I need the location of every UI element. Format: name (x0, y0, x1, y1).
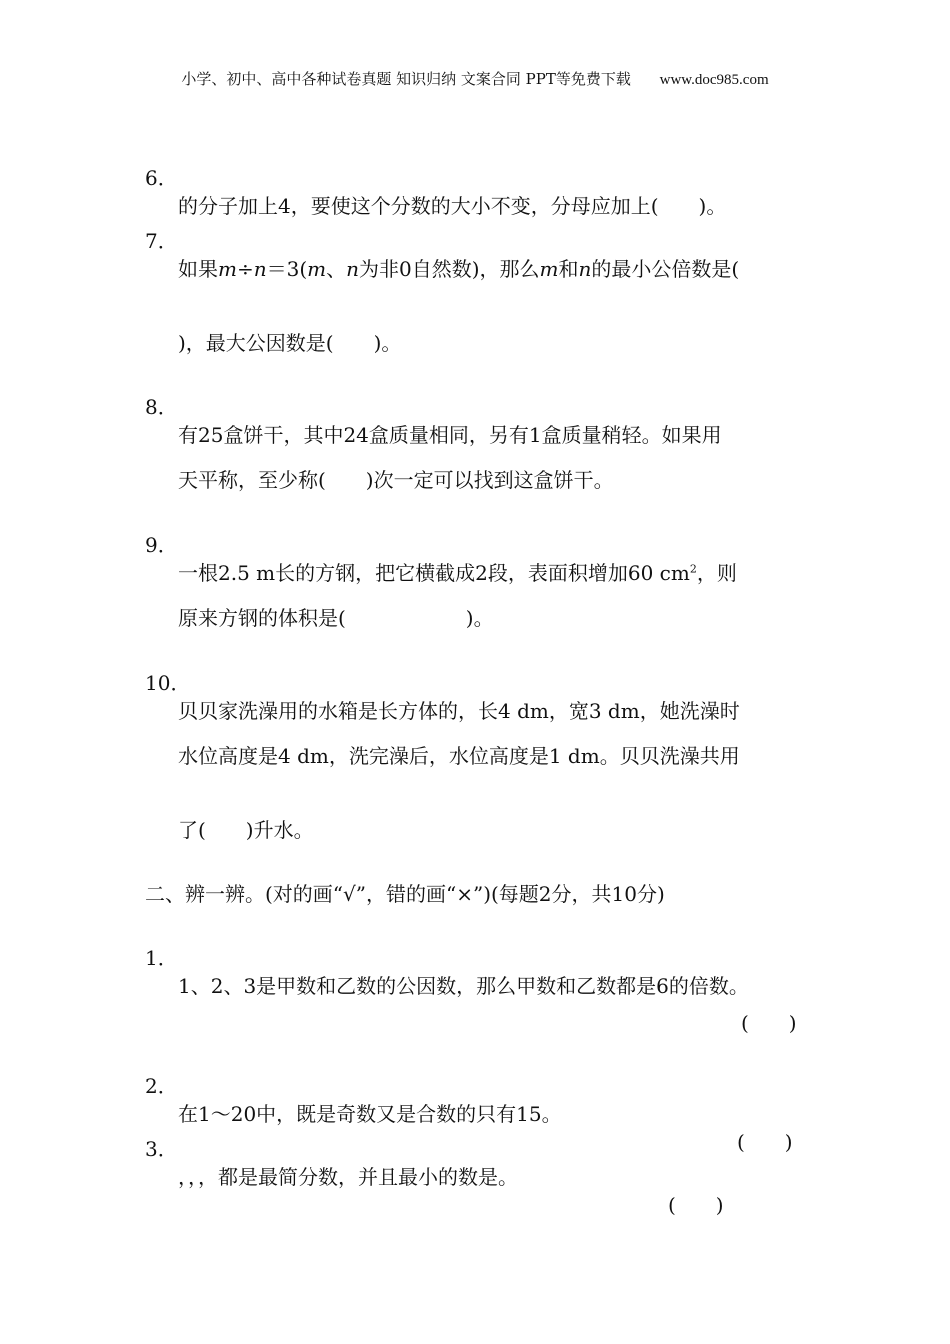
question-8-line-2 (0, 438, 614, 494)
question-text: 天平称，至少称( )次一定可以找到这盒饼干。 (178, 468, 614, 492)
page-header (0, 68, 950, 89)
question-9 (0, 503, 737, 587)
question-text: 在1～20中，既是奇数又是合数的只有15。 (178, 1102, 562, 1126)
question-number: 8． (145, 395, 178, 419)
superscript: 2 (689, 562, 697, 576)
question-text: 了( )升水。 (178, 818, 314, 842)
question-text: 水位高度是4 dm，洗完澡后，水位高度是1 dm。贝贝洗澡共用 (178, 744, 740, 768)
answer-blank[interactable]: ( ) (741, 1011, 797, 1035)
question-number: 10． (145, 671, 191, 695)
question-7-line-2 (0, 301, 402, 357)
question-8 (0, 365, 722, 449)
question-text: 的分子加上4，要使这个分数的大小不变，分母应加上( )。 (178, 194, 727, 218)
question-text: 1、2、3是甲数和乙数的公因数，那么甲数和乙数都是6的倍数。 (178, 974, 749, 998)
question-number: 1． (145, 946, 178, 970)
question-number: 2． (145, 1074, 178, 1098)
answer-blank[interactable]: ( ) (668, 1193, 724, 1217)
header-text: 小学、初中、高中各种试卷真题 知识归纳 文案合同 PPT等免费下载 (181, 70, 631, 88)
question-10-line-2 (0, 714, 740, 770)
question-9-line-2 (0, 576, 494, 632)
section-2-heading (0, 852, 665, 908)
header-site-link[interactable]: www.doc985.com (659, 72, 769, 88)
question-text: 如果m÷n＝3(m、n为非0自然数)，那么m和n的最小公倍数是( (178, 257, 740, 281)
question-number: 7． (145, 229, 178, 253)
question-text: )，最大公因数是( )。 (178, 331, 402, 355)
question-10 (0, 641, 740, 725)
question-number: 3． (145, 1137, 178, 1161)
answer-blank[interactable]: ( ) (737, 1130, 793, 1154)
section-title: 二、辨一辨。(对的画“√”，错的画“×”)(每题2分，共10分) (145, 882, 665, 906)
question-number: 6． (145, 166, 178, 190)
question-number: 9． (145, 533, 178, 557)
question-text: ，，，都是最简分数，并且最小的数是。 (178, 1165, 518, 1189)
question-10-line-3 (0, 788, 314, 844)
question-text: 原来方钢的体积是( )。 (178, 606, 494, 630)
question-text: 有25盒饼干，其中24盒质量相同，另有1盒质量稍轻。如果用 (178, 423, 722, 447)
question-text: 贝贝家洗澡用的水箱是长方体的，长4 dm，宽3 dm，她洗澡时 (178, 699, 740, 723)
question-text: 一根2.5 m长的方钢，把它横截成2段，表面积增加60 $cm^2$，则 (178, 561, 737, 585)
